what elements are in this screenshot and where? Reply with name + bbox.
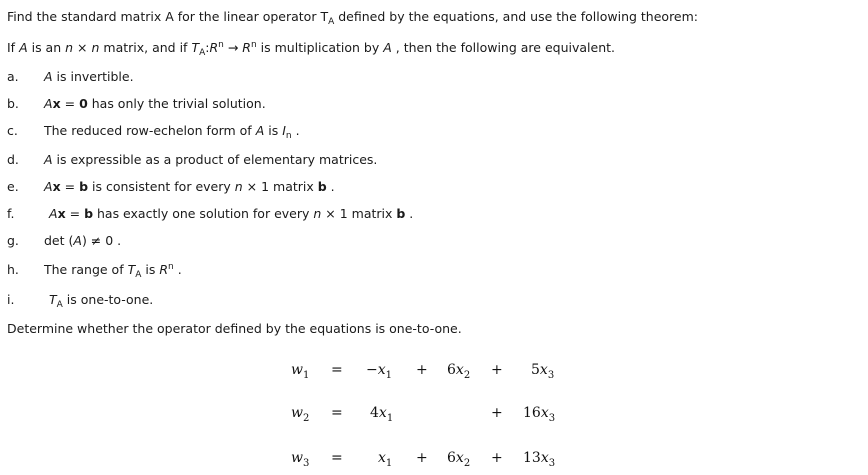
eq2-term1: $4x_1$ <box>370 405 394 424</box>
eq1-equals: = <box>331 362 343 378</box>
eq1-term3: $5x_3$ <box>531 362 555 381</box>
theorem-statement: If A is an n × n matrix, and if $T_A:R^n \to R^n$ is multiplication by A , then the following are equivalent. <box>7 40 615 58</box>
item-text: A is expressible as a product of elementary matrices. <box>44 152 378 167</box>
eq3-equals: = <box>331 450 343 466</box>
item-label: c. <box>7 123 18 138</box>
eq3-term3: $13x_3$ <box>523 450 556 469</box>
item-label: f. <box>7 206 15 221</box>
theorem-item-h <box>0 262 868 280</box>
theorem-item-b <box>0 96 868 114</box>
eq3-op2: + <box>491 450 503 466</box>
theorem-item-e <box>0 179 868 197</box>
item-text: The range of $T_A$ is $R^n$ . <box>44 262 182 280</box>
theorem-item-g <box>0 233 868 251</box>
item-text: Ax = 0 has only the trivial solution. <box>44 96 266 111</box>
eq1-op2: + <box>491 362 503 378</box>
eq2-lhs: $w_2$ <box>291 405 310 424</box>
item-text: det (A) ≠ 0 . <box>44 233 122 248</box>
theorem-item-f <box>0 206 868 224</box>
eq3-op1: + <box>416 450 428 466</box>
eq1-op1: + <box>416 362 428 378</box>
theorem-item-d <box>0 152 868 170</box>
eq1-lhs: $w_1$ <box>291 362 310 381</box>
item-label: i. <box>7 292 15 307</box>
item-text: $T_A$ is one-to-one. <box>49 292 154 310</box>
item-label: d. <box>7 152 19 167</box>
eq1-term2: $6x_2$ <box>447 362 471 381</box>
eq2-equals: = <box>331 405 343 421</box>
eq3-lhs: $w_3$ <box>291 450 310 469</box>
item-text: The reduced row-echelon form of A is $I_n$ . <box>44 123 300 141</box>
item-text: Ax = b is consistent for every n × 1 matrix b . <box>44 179 335 194</box>
item-label: b. <box>7 96 19 111</box>
item-text: Ax = b has exactly one solution for every n × 1 matrix b . <box>49 206 414 221</box>
theorem-item-c <box>0 123 868 141</box>
eq3-term1: $x_1$ <box>378 450 393 469</box>
eq2-term3: $16x_3$ <box>523 405 556 424</box>
item-label: h. <box>7 262 19 277</box>
item-label: e. <box>7 179 19 194</box>
item-label: a. <box>7 69 19 84</box>
item-text: A is invertible. <box>44 69 134 84</box>
intro-text: Find the standard matrix A for the linear operator $T_A$ defined by the equations, and use the following theorem: <box>7 9 699 27</box>
theorem-item-a <box>0 69 868 87</box>
item-label: g. <box>7 233 19 248</box>
eq1-term1: $-x_1$ <box>366 362 393 381</box>
eq2-op2: + <box>491 405 503 421</box>
question-text: Determine whether the operator defined by the equations is one-to-one. <box>7 321 462 336</box>
theorem-item-i <box>0 292 868 310</box>
eq3-term2: $6x_2$ <box>447 450 471 469</box>
